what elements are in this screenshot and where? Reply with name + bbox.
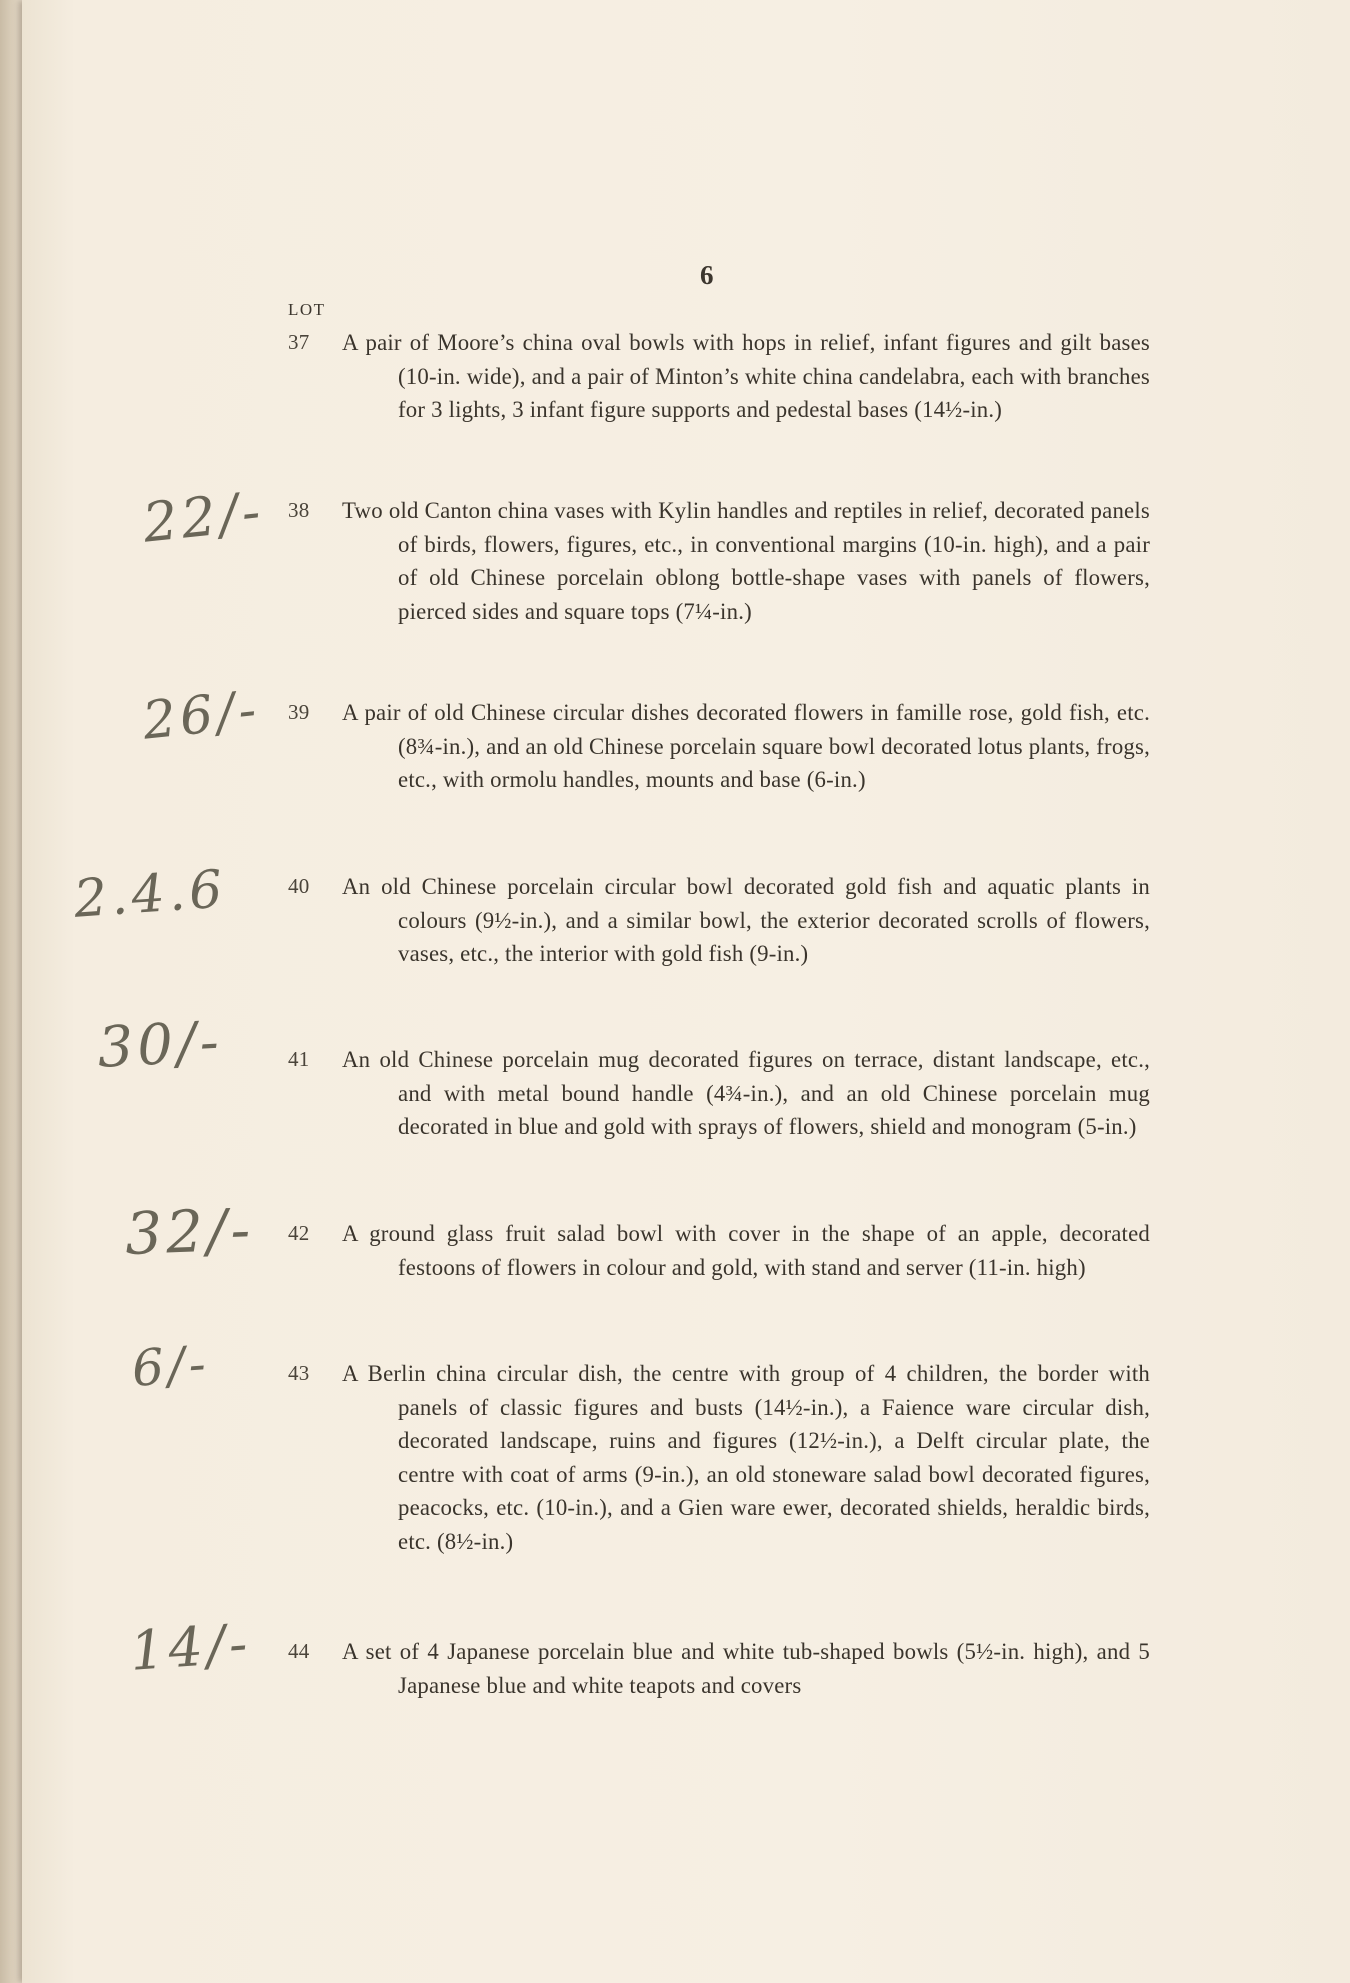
- page-spine-edge: [0, 0, 24, 1983]
- lot-entry-37: [288, 326, 1150, 427]
- handwritten-price-lot-41: 30/-: [96, 1009, 225, 1081]
- lot-number: 41: [288, 1047, 310, 1071]
- lot-number: 39: [288, 700, 310, 724]
- lot-number: 44: [288, 1639, 310, 1663]
- lot-description: A pair of Moore’s china oval bowls with hops in relief, infant figures and gilt bases (10-in. wide), and a pair of Minton’s white china candelabra, each with branches for 3 lights, 3 infant figure supports and pedestal bases (14½-in.): [342, 330, 1150, 422]
- lot-entry-44: [288, 1635, 1150, 1702]
- lot-description: An old Chinese porcelain mug decorated figures on terrace, distant landscape, etc., and with metal bound handle (4¾-in.), and an old Chinese porcelain mug decorated in blue and gold with sprays of flowers, shield and monogram (5-in.): [342, 1047, 1150, 1139]
- lot-description: A Berlin china circular dish, the centre with group of 4 children, the border with panels of classic figures and busts (14½-in.), a Faience ware circular dish, decorated landscape, ruins and figures (12½-in.), a Delft circular plate, the centre with coat of arms (9-in.), an old stoneware salad bowl decorated figures, peacocks, etc. (10-in.), and a Gien ware ewer, decorated shields, heraldic birds, etc. (8½-in.): [342, 1361, 1150, 1554]
- lot-number: 37: [288, 330, 310, 354]
- lot-column-header: LOT: [288, 300, 326, 319]
- lot-entry-41: [288, 1043, 1150, 1144]
- handwritten-price-lot-38: 22/-: [140, 479, 268, 555]
- lot-description: A ground glass fruit salad bowl with cover in the shape of an apple, decorated festoons of flowers in colour and gold, with stand and server (11-in. high): [342, 1221, 1150, 1280]
- handwritten-price-lot-42: 32/-: [124, 1195, 256, 1268]
- lot-entry-43: [288, 1357, 1150, 1558]
- lot-description: An old Chinese porcelain circular bowl decorated gold fish and aquatic plants in colours (9½-in.), and a similar bowl, the exterior decorated scrolls of flowers, vases, etc., the interior with gold fish (9-in.): [342, 874, 1150, 966]
- handwritten-price-lot-43: 6/-: [130, 1334, 212, 1398]
- lot-number: 43: [288, 1361, 310, 1385]
- lot-description: Two old Canton china vases with Kylin handles and reptiles in relief, decorated panels of birds, flowers, figures, etc., in conventional margins (10-in. high), and a pair of old Chinese porcelain oblong bottle-shape vases with panels of flowers, pierced sides and square tops (7¼-in.): [342, 498, 1150, 624]
- lot-entry-40: [288, 870, 1150, 971]
- lot-description: A pair of old Chinese circular dishes decorated flowers in famille rose, gold fish, etc. (8¾-in.), and an old Chinese porcelain square bowl decorated lotus plants, frogs, etc., with ormolu handles, mounts and base (6-in.): [342, 700, 1150, 792]
- lot-entry-42: [288, 1217, 1150, 1284]
- lot-number: 38: [288, 498, 310, 522]
- lot-entry-39: [288, 696, 1150, 797]
- lot-number: 42: [288, 1221, 310, 1245]
- handwritten-price-lot-39: 26/-: [140, 679, 263, 752]
- lot-number: 40: [288, 874, 310, 898]
- handwritten-price-lot-44: 14/-: [128, 1611, 254, 1683]
- lot-description: A set of 4 Japanese porcelain blue and white tub-shaped bowls (5½-in. high), and 5 Japanese blue and white teapots and covers: [342, 1639, 1150, 1698]
- handwritten-price-lot-40: 2.4.6: [72, 859, 229, 930]
- lot-entry-38: [288, 494, 1150, 628]
- page-number: 6: [700, 260, 714, 290]
